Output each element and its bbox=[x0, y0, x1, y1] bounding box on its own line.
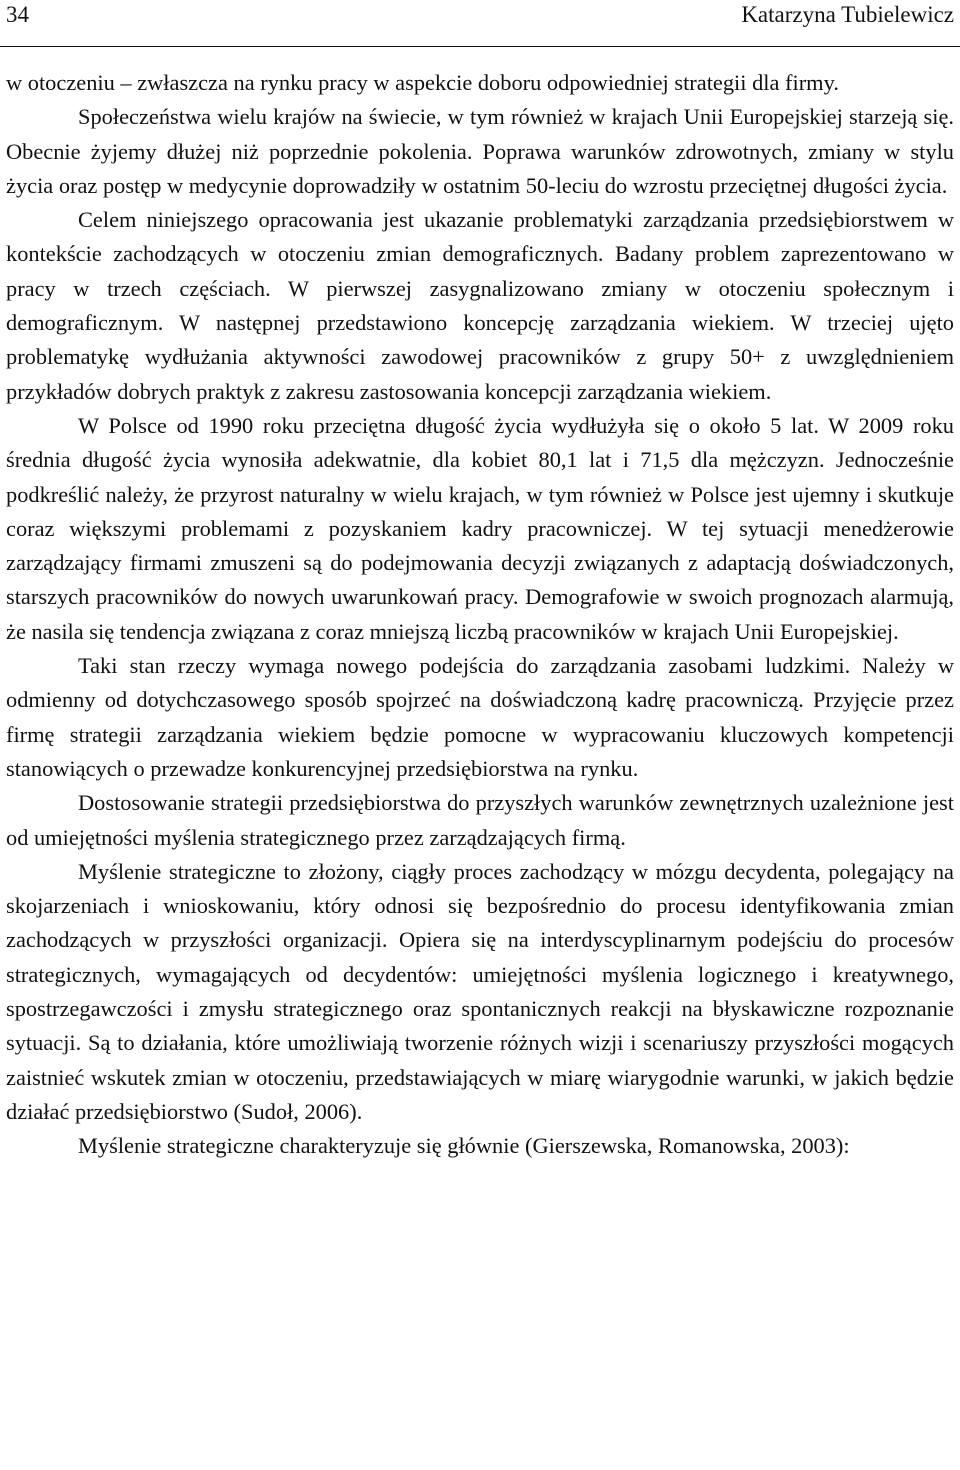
body-text bbox=[6, 66, 954, 1164]
page-header bbox=[0, 0, 960, 47]
running-head: Katarzyna Tubielewicz bbox=[741, 2, 954, 27]
paragraph: Myślenie strategiczne charakteryzuje się głównie (Gierszewska, Romanowska, 2003): bbox=[78, 1133, 850, 1159]
paragraph-continuation: w otoczeniu – zwłaszcza na rynku pracy w aspekcie doboru odpowiedniej strategii dla firmy. bbox=[6, 70, 839, 95]
paragraph: Społeczeństwa wielu krajów na świecie, w tym również w krajach Unii Europejskiej starzeją się. Obecnie żyjemy dłużej niż poprzednie pokolenia. Poprawa warunków zdrowotnych, zmiany w stylu życia oraz postęp w medycynie doprowadziły w ostatnim 50-leciu do wzrostu przeciętnej długości życia. bbox=[6, 104, 954, 198]
page-number: 34 bbox=[6, 2, 29, 27]
paragraph: Celem niniejszego opracowania jest ukazanie problematyki zarządzania przedsiębiorstwem w kontekście zachodzących w otoczeniu zmian demograficznych. Badany problem zaprezentowano w pracy w trzech częściach. W pierwszej zasygnalizowano zmiany w otoczeniu społecznym i demograficznym. W następnej przedstawiono koncepcję zarządzania wiekiem. W trzeciej ujęto problematykę wydłużania aktywności zawodowej pracowników z grupy 50+ z uwzględnieniem przykładów dobrych praktyk z zakresu zastosowania koncepcji zarządzania wiekiem. bbox=[6, 207, 954, 404]
paragraph: W Polsce od 1990 roku przeciętna długość życia wydłużyła się o około 5 lat. W 2009 roku średnia długość życia wynosiła adekwatnie, dla kobiet 80,1 lat i 71,5 dla mężczyzn. Jednocześnie podkreślić należy, że przyrost naturalny w wielu krajach, w tym również w Polsce jest ujemny i skutkuje coraz większymi problemami z pozyskaniem kadry pracowniczej. W tej sytuacji menedżerowie zarządzający firmami zmuszeni są do podejmowania decyzji związanych z adaptacją doświadczonych, starszych pracowników do nowych uwarunkowań pracy. Demografowie w swoich prognozach alarmują, że nasila się tendencja związana z coraz mniejszą liczbą pracowników w krajach Unii Europejskiej. bbox=[6, 412, 954, 644]
paragraph: Myślenie strategiczne to złożony, ciągły proces zachodzący w mózgu decydenta, polegający na skojarzeniach i wnioskowaniu, który odnosi się bezpośrednio do procesu identyfikowania zmian zachodzących w przyszłości organizacji. Opiera się na interdyscyplinarnym podejściu do procesów strategicznych, wymagających od decydentów: umiejętności myślenia logicznego i kreatywnego, spostrzegawczości i zmysłu strategicznego oraz spontanicznych reakcji na błyskawiczne rozpoznanie sytuacji. Są to działania, które umożliwiają tworzenie różnych wizji i scenariuszy przyszłości mogących zaistnieć wskutek zmian w otoczeniu, przedstawiających w miarę wiarygodnie warunki, w jakich będzie działać przedsiębiorstwo (Sudoł, 2006). bbox=[6, 858, 954, 1124]
paragraph: Taki stan rzeczy wymaga nowego podejścia do zarządzania zasobami ludzkimi. Należy w odmienny od dotychczasowego sposób spojrzeć na doświadczoną kadrę pracowniczą. Przyjęcie przez firmę strategii zarządzania wiekiem będzie pomocne w wypracowaniu kluczowych kompetencji stanowiących o przewadze konkurencyjnej przedsiębiorstwa na rynku. bbox=[6, 653, 954, 781]
paragraph: Dostosowanie strategii przedsiębiorstwa do przyszłych warunków zewnętrznych uzależnione jest od umiejętności myślenia strategicznego przez zarządzających firmą. bbox=[6, 790, 954, 850]
